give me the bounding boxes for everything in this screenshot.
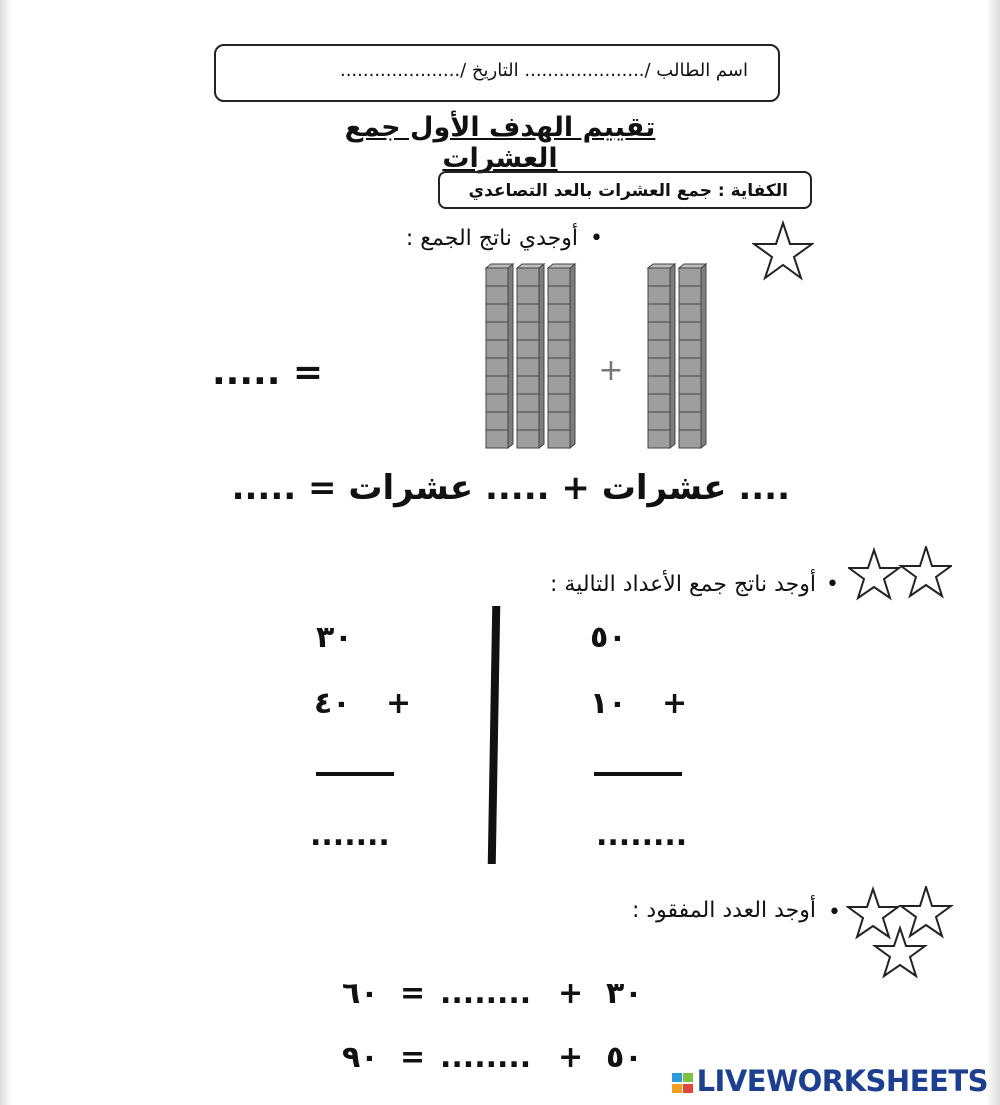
page-shadow-left [0,0,12,1105]
unit-cube [486,358,508,376]
unit-cube [548,376,570,394]
unit-cube [548,430,570,448]
right-problem-plus: + [662,686,688,721]
unit-cube [679,376,701,394]
unit-cube [648,394,670,412]
vertical-divider [488,606,501,864]
unit-cube [679,358,701,376]
unit-cube [486,268,508,286]
unit-cube [486,322,508,340]
unit-cube [486,286,508,304]
unit-cube [517,358,539,376]
right-problem-underline [594,772,682,776]
eq2-blank: ........ [440,1040,532,1075]
unit-cube [517,430,539,448]
tens-rod-left-1 [486,264,513,448]
unit-cube [486,430,508,448]
student-date-line: اسم الطالب /..................... التاريخ /..................... [339,60,748,81]
tens-rod-left-2 [517,264,544,448]
blocks-result-blank: ..... = [212,352,324,393]
two-stars-icon [848,546,952,604]
unit-cube [548,268,570,286]
bullet-1: • [590,226,603,251]
unit-cube [679,322,701,340]
unit-cube [486,304,508,322]
bullet-3: • [828,900,841,925]
unit-cube [548,286,570,304]
unit-cube [648,358,670,376]
competency-box [438,171,812,209]
tens-rod-right-1 [648,264,675,448]
left-problem-answer: ....... [310,818,390,853]
unit-cube [486,340,508,358]
section3-prompt: أوجد العدد المفقود : [631,898,816,923]
unit-cube [648,412,670,430]
right-problem-answer: ........ [596,818,688,853]
unit-cube [679,412,701,430]
left-problem-second: ٤٠ [314,686,351,721]
unit-cube [548,358,570,376]
eq1-result: ٦٠ [342,976,379,1011]
page-title: تقييم الهدف الأول جمع العشرات [344,112,656,174]
eq2-plus: + [558,1040,584,1075]
liveworksheets-logo [672,1064,988,1098]
unit-cube [548,322,570,340]
unit-cube [679,340,701,358]
three-stars-icon [846,886,954,982]
tens-rod-left-3 [548,264,575,448]
eq2-addend: ٥٠ [606,1040,643,1075]
unit-cube [548,412,570,430]
unit-cube [517,286,539,304]
left-problem-plus: + [386,686,412,721]
page-shadow-right [986,0,1000,1105]
eq1-addend: ٣٠ [606,976,643,1011]
unit-cube [486,412,508,430]
right-problem-second: ١٠ [590,686,627,721]
liveworksheets-mark-icon [672,1071,694,1095]
eq1-blank: ........ [440,976,532,1011]
unit-cube [486,394,508,412]
unit-cube [679,430,701,448]
eq1-equals: = [400,976,426,1011]
unit-cube [648,304,670,322]
unit-cube [517,394,539,412]
brand-text: LIVEWORKSHEETS [696,1064,988,1098]
unit-cube [517,376,539,394]
unit-cube [517,340,539,358]
unit-cube [648,322,670,340]
student-info-box [214,44,780,102]
base-ten-blocks [470,262,720,457]
unit-cube [648,340,670,358]
unit-cube [648,376,670,394]
unit-cube [679,304,701,322]
unit-cube [648,286,670,304]
unit-cube [548,394,570,412]
section1-prompt: أوجدي ناتج الجمع : [405,226,578,251]
unit-cube [679,268,701,286]
tens-rod-right-2 [679,264,706,448]
right-problem-top: ٥٠ [590,620,627,655]
tens-sentence: .... عشرات + ..... عشرات = ..... [231,468,790,508]
unit-cube [486,376,508,394]
tens-rods-group-right [648,264,706,448]
eq1-plus: + [558,976,584,1011]
unit-cube [648,430,670,448]
eq2-equals: = [400,1040,426,1075]
unit-cube [679,286,701,304]
tens-rods-group-left [486,264,575,448]
unit-cube [517,412,539,430]
unit-cube [679,394,701,412]
unit-cube [548,304,570,322]
bullet-2: • [826,572,839,597]
competency-text: الكفاية : جمع العشرات بالعد التصاعدي [468,181,788,201]
star-icon [752,220,814,282]
section2-prompt: أوجد ناتج جمع الأعداد التالية : [550,572,816,597]
blocks-plus-sign: + [598,353,624,388]
left-problem-top: ٣٠ [316,620,353,655]
left-problem-underline [316,772,394,776]
eq2-result: ٩٠ [342,1040,379,1075]
unit-cube [548,340,570,358]
unit-cube [517,322,539,340]
unit-cube [517,304,539,322]
unit-cube [648,268,670,286]
unit-cube [517,268,539,286]
